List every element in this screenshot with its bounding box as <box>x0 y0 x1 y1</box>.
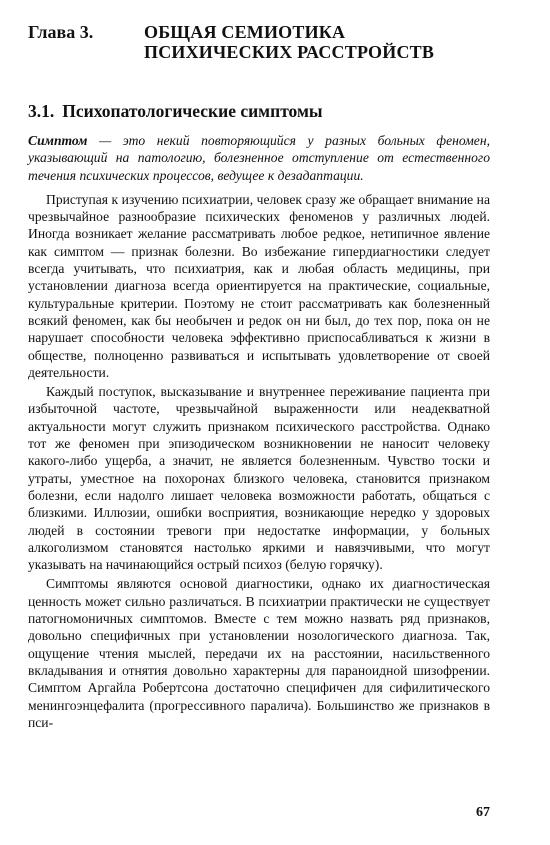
chapter-title-line-1: ОБЩАЯ СЕМИОТИКА <box>144 22 346 42</box>
section-heading <box>28 101 323 122</box>
section-number: 3.1. <box>28 101 55 121</box>
paragraph: Симптомы являются основой диагностики, однако их диагностическая ценность может сильно различаться. В психиатрии практически не существует патогномоничных симптомов. Вместе с тем можно назвать ряд признаков, довольно специфичных при установлении нозологического диагноза. Так, ощущение чтения мыслей, передачи их на расстоянии, насильственного вкладывания и отнятия довольно характерны для параноидной шизофрении. Симптом Аргайла Робертсона достаточно специфичен для сифилитического менингоэнцефалита (прогрессивного паралича). Большинство же признаков в пси- <box>28 576 490 730</box>
section-title: Психопатологические симптомы <box>62 101 323 121</box>
chapter-label: Глава 3. <box>28 22 94 42</box>
chapter-title <box>144 22 434 62</box>
paragraph: Каждый поступок, высказывание и внутреннее переживание пациента при избыточной частоте, чрезвычайной выраженности или неадекватной актуальности могут служить признаком психического расстройства. Однако тот же феномен при эпизодическом возникновении не наносит человеку какого-либо ущерба, а значит, не является болезненным. Чувство тоски и утраты, уместное на похоронах близкого человека, становится признаком болезни, если надолго лишает человека возможности работать, общаться с близкими. Иллюзии, ошибки восприятия, возникающие нередко у здоровых людей в состоянии тревоги при недостатке информации, у больных алкоголизмом становятся настолько яркими и навязчивыми, что могут указывать на начинающийся острый психоз (белую горячку). <box>28 384 490 573</box>
definition-term: Симптом <box>28 133 88 148</box>
page-number: 67 <box>476 805 490 820</box>
definition-paragraph <box>28 132 490 184</box>
paragraph: Приступая к изучению психиатрии, человек сразу же обращает внимание на чрезвычайное разнообразие психических феноменов у различных людей. Иногда возникает желание рассматривать любое редкое, нетипичное явление как симптом — признак болезни. Во избежание гипердиагностики следует всегда учитывать, что психиатрия, как и любая область медицины, при установлении диагноза всегда ориентируется на практические, социальные, культуральные критерии. Поэтому не стоит рассматривать как болезненный всякий феномен, как бы необычен и редок он ни был, до тех пор, пока он не нарушает способности человека эффективно приспосабливаться к жизни в обществе, полноценно развиваться и испытывать удовлетворение от своей деятельности. <box>28 191 490 380</box>
chapter-title-line-2: ПСИХИЧЕСКИХ РАССТРОЙСТВ <box>144 42 435 62</box>
definition-text: — это некий повторяющийся у разных больных феномен, указывающий на патологию, болезненное отступление от естественного течения психических процессов, ведущее к дезадаптации. <box>28 133 490 183</box>
body-text <box>28 132 490 731</box>
